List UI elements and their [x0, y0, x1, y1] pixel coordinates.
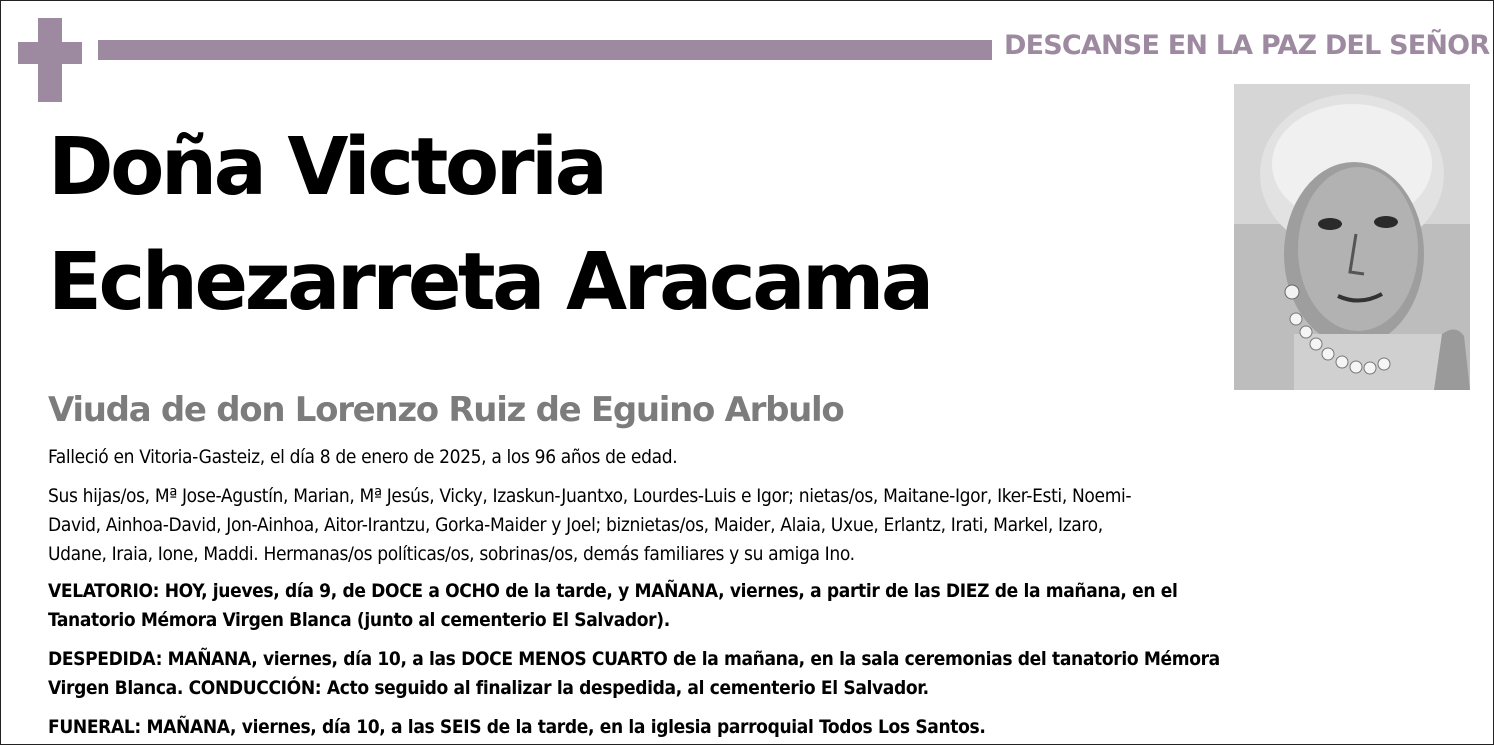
velatorio-line: Tanatorio Mémora Virgen Blanca (junto al cementerio El Salvador).: [48, 609, 670, 631]
family-line: Sus hijas/os, Mª Jose-Agustín, Marian, Mª Jesús, Vicky, Izaskun-Juantxo, Lourdes-Luis e Igor; nietas/os, Maitane-Igor, Iker-Esti, Noemi-: [48, 485, 1132, 507]
funeral-paragraph: [48, 713, 1458, 742]
portrait-illustration: [1234, 84, 1470, 390]
death-notice: [48, 443, 1458, 472]
family-paragraph: [48, 482, 1458, 569]
deceased-name-line2: Echezarreta Aracama: [48, 236, 931, 328]
despedida-paragraph: [48, 645, 1458, 703]
despedida-line: Virgen Blanca. CONDUCCIÓN: Acto seguido al finalizar la despedida, al cementerio El Salvador.: [48, 677, 929, 699]
portrait-photo: [1234, 84, 1470, 390]
header-rule: [98, 40, 992, 60]
deceased-name-line1: Doña Victoria: [48, 121, 605, 213]
cross-icon-bar: [18, 42, 82, 64]
subtitle-widow: Viuda de don Lorenzo Ruiz de Eguino Arbulo: [48, 390, 844, 430]
despedida-line: DESPEDIDA: MAÑANA, viernes, día 10, a las DOCE MENOS CUARTO de la mañana, en la sala ceremonias del tanatorio Mémora: [48, 648, 1220, 670]
family-line: Udane, Iraia, Ione, Maddi. Hermanas/os políticas/os, sobrinas/os, demás familiares y su amiga Ino.: [48, 543, 855, 565]
funeral-text: FUNERAL: MAÑANA, viernes, día 10, a las SEIS de la tarde, en la iglesia parroquial Todos Los Santos.: [48, 716, 986, 738]
velatorio-paragraph: [48, 577, 1458, 635]
header-title: DESCANSE EN LA PAZ DEL SEÑOR: [1004, 30, 1490, 61]
family-line: David, Ainhoa-David, Jon-Ainhoa, Aitor-Irantzu, Gorka-Maider y Joel; biznietas/os, Maider, Alaia, Uxue, Erlantz, Irati, Markel, Izaro,: [48, 514, 1103, 536]
death-notice-text: Falleció en Vitoria-Gasteiz, el día 8 de enero de 2025, a los 96 años de edad.: [48, 446, 678, 468]
velatorio-line: VELATORIO: HOY, jueves, día 9, de DOCE a OCHO de la tarde, y MAÑANA, viernes, a partir de las DIEZ de la mañana, en el: [48, 580, 1178, 602]
